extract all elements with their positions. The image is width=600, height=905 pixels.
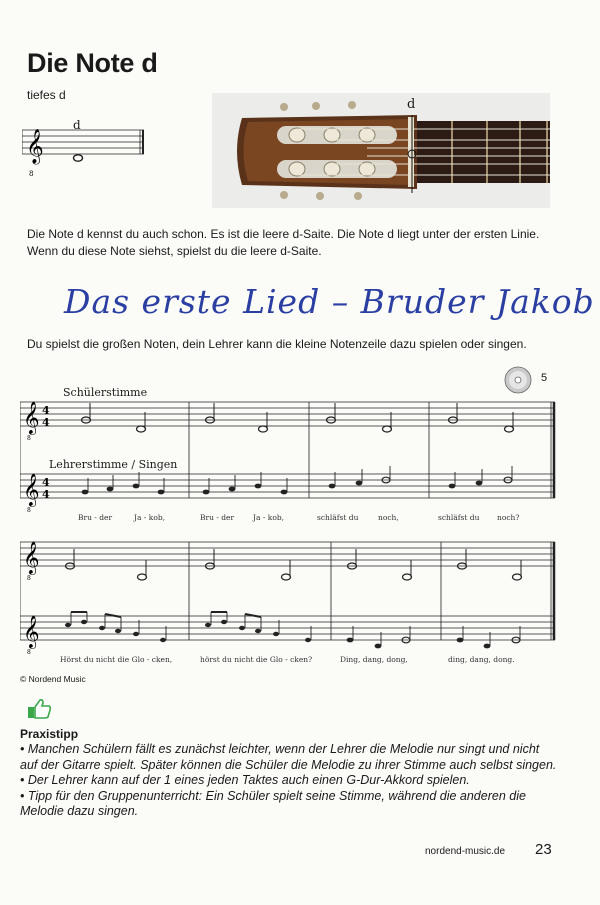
svg-text:8: 8 — [27, 575, 31, 582]
cd-track-number: 5 — [541, 372, 548, 384]
lyric: Bru - der — [78, 513, 113, 522]
time-signature-top: 4 — [42, 404, 50, 417]
lyric: schläfst du — [317, 513, 359, 522]
lyric: Ja - kob, — [253, 513, 285, 522]
student-voice-label: Schülerstimme — [63, 386, 148, 399]
cd-icon[interactable] — [504, 366, 532, 394]
lyric: schläfst du — [438, 513, 480, 522]
string-d-label: d — [407, 97, 416, 112]
guitar-headstock-image — [212, 93, 550, 208]
tip-list — [20, 742, 560, 820]
lyric: hörst du nicht die Glo - cken? — [200, 655, 313, 664]
svg-text:8: 8 — [27, 507, 31, 514]
lyric: Ding, dang, dong, — [340, 655, 408, 664]
page-number: 23 — [535, 841, 552, 858]
teacher-voice-label: Lehrerstimme / Singen — [49, 458, 178, 471]
tip-item: • Manchen Schülern fällt es zunächst leichter, wenn der Lehrer die Melodie nur singt und nicht auf der Gitarre spielt. Später können die Schüler die Melodie zu ihrer Stimme auch selbst singen. — [20, 742, 557, 772]
svg-text:4: 4 — [42, 476, 50, 489]
lyric: Ja - kob, — [134, 513, 166, 522]
svg-text:8: 8 — [27, 435, 31, 442]
svg-text:4: 4 — [42, 488, 50, 501]
treble-clef-icon: 𝄞 — [23, 615, 40, 648]
time-signature-bottom: 4 — [42, 416, 50, 429]
treble-clef-icon: 𝄞 — [23, 541, 40, 574]
lyric: Hörst du nicht die Glo - cken, — [60, 655, 173, 664]
lyric: noch, — [378, 513, 399, 522]
note-d-label: d — [73, 118, 81, 132]
note-d-staff — [22, 118, 152, 183]
score-system-1 — [20, 400, 560, 520]
tip-heading: Praxistipp — [20, 727, 79, 741]
lyric: noch? — [497, 513, 520, 522]
thumbs-up-icon — [26, 698, 52, 720]
treble-clef-icon: 𝄞 — [26, 129, 44, 164]
page-subtitle: tiefes d — [27, 88, 66, 102]
footer-url: nordend-music.de — [425, 846, 506, 857]
song-title: Das erste Lied – Bruder Jakob — [64, 282, 595, 321]
score-system-2 — [20, 540, 560, 655]
lyric: ding, dang, dong. — [448, 655, 515, 664]
tip-item: • Der Lehrer kann auf der 1 eines jeden Taktes auch einen G-Dur-Akkord spielen. — [20, 773, 470, 787]
page-title: Die Note d — [27, 48, 158, 78]
svg-text:8: 8 — [27, 649, 31, 655]
treble-clef-icon: 𝄞 — [23, 401, 40, 434]
song-intro-paragraph: Du spielst die großen Noten, dein Lehrer kann die kleine Notenzeile dazu spielen oder singen. — [27, 337, 527, 351]
lyric: Bru - der — [200, 513, 235, 522]
note-d-head — [74, 155, 83, 161]
svg-text:8: 8 — [29, 170, 34, 178]
intro-paragraph: Die Note d kennst du auch schon. Es ist die leere d-Saite. Die Note d liegt unter der ersten Linie. Wenn du diese Note siehst, spielst du die leere d-Saite. — [27, 227, 540, 258]
tip-item: • Tipp für den Gruppenunterricht: Ein Schüler spielt seine Stimme, während die anderen die Melodie dazu singen. — [20, 788, 526, 818]
copyright-notice: © Nordend Music — [20, 674, 86, 684]
treble-clef-icon: 𝄞 — [23, 473, 40, 506]
